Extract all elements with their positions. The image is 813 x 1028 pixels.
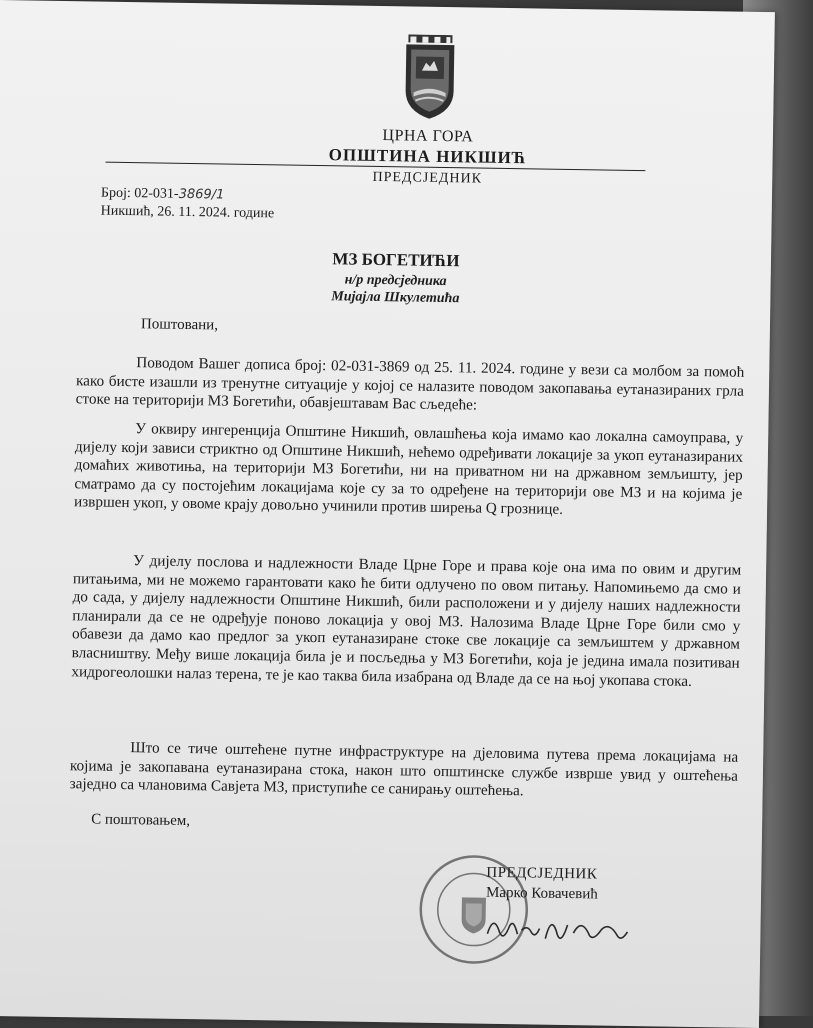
body-paragraph: Поводом Вашег дописа број: 02-031-3869 од 25. 11. 2024. године у вези са молбом за помоћ како бисте изашли из тренутне ситуације у којој се налазите поводом закопавања еутаназираних грла стоке на територији МЗ Богетићи, обавјештавам Вас сљедеће: [75, 354, 745, 414]
document-number [101, 186, 225, 204]
handwritten-signature [481, 904, 632, 956]
signatory-name: Марко Ковачевић [485, 884, 598, 903]
recipient-attention: н/р предсједника [344, 272, 447, 290]
recipient-person: Мијајла Шкулетића [331, 289, 460, 307]
letterhead-municipality: ОПШТИНА НИКШИЋ [328, 145, 527, 168]
letterhead-office: ПРЕДСЈЕДНИК [372, 169, 483, 187]
coat-of-arms-icon [401, 34, 458, 119]
signatory-title: ПРЕДСЈЕДНИК [486, 864, 598, 883]
document-number-label: Број: 02-031- [100, 185, 179, 202]
body-paragraph: У дијелу послова и надлежности Владе Црне Горе и права које она има по овим и другим питањима, ми не можемо гарантовати како ће бити одлучено по овом питању. Напомињемо да смо и до сада, у дијелу надлежности Општине Никшић, били расположени и у дијелу наших надлежности планирали да се не одређује поново локација у овој МЗ. Налозима Владе Црне Горе били смо у обавези да дамо као предлог за укоп еутаназиране стоке све локације са земљиштем у државном власништву. Међу више локација била је и посљедња у МЗ Богетићи, која је једина имала позитиван хидрогеолошки налаз терена, те је као таква била изабрана од Владе да се на њој укопава стока. [71, 552, 742, 690]
document-number-handwritten: 3869/1 [178, 186, 225, 203]
recipient-name: МЗ БОГЕТИЋИ [332, 249, 460, 271]
body-paragraph: У оквиру ингеренција Општине Никшић, овлашћења која имамо као локална самоуправа, у дијелу који зависи стриктно од Општине Никшић, нећемо одређивати локације за укоп еутаназираних домаћих животиња, на територији МЗ Богетићи, ни на приватном ни на државном земљишту, јер сматрамо да су постојећим локацијама које су за то одређене на територији ове МЗ и на којима је извршен укоп, у овоме крају довољно учинили против ширења Q грознице. [73, 420, 744, 519]
document-date: Никшић, 26. 11. 2024. године [100, 203, 275, 222]
salutation: Поштовани, [140, 316, 219, 334]
letterhead-country: ЦРНА ГОРА [382, 127, 474, 146]
closing-phrase: С поштовањем, [91, 811, 191, 830]
body-paragraph: Што се тиче оштећене путне инфраструктуре на дјеловима путева према локацијама на којима је закопавана еутаназирана стока, након што општинске службе изврше увид у оштећења заједно са члановима Савјета МЗ, приступиће се санирању оштећења. [69, 739, 739, 800]
